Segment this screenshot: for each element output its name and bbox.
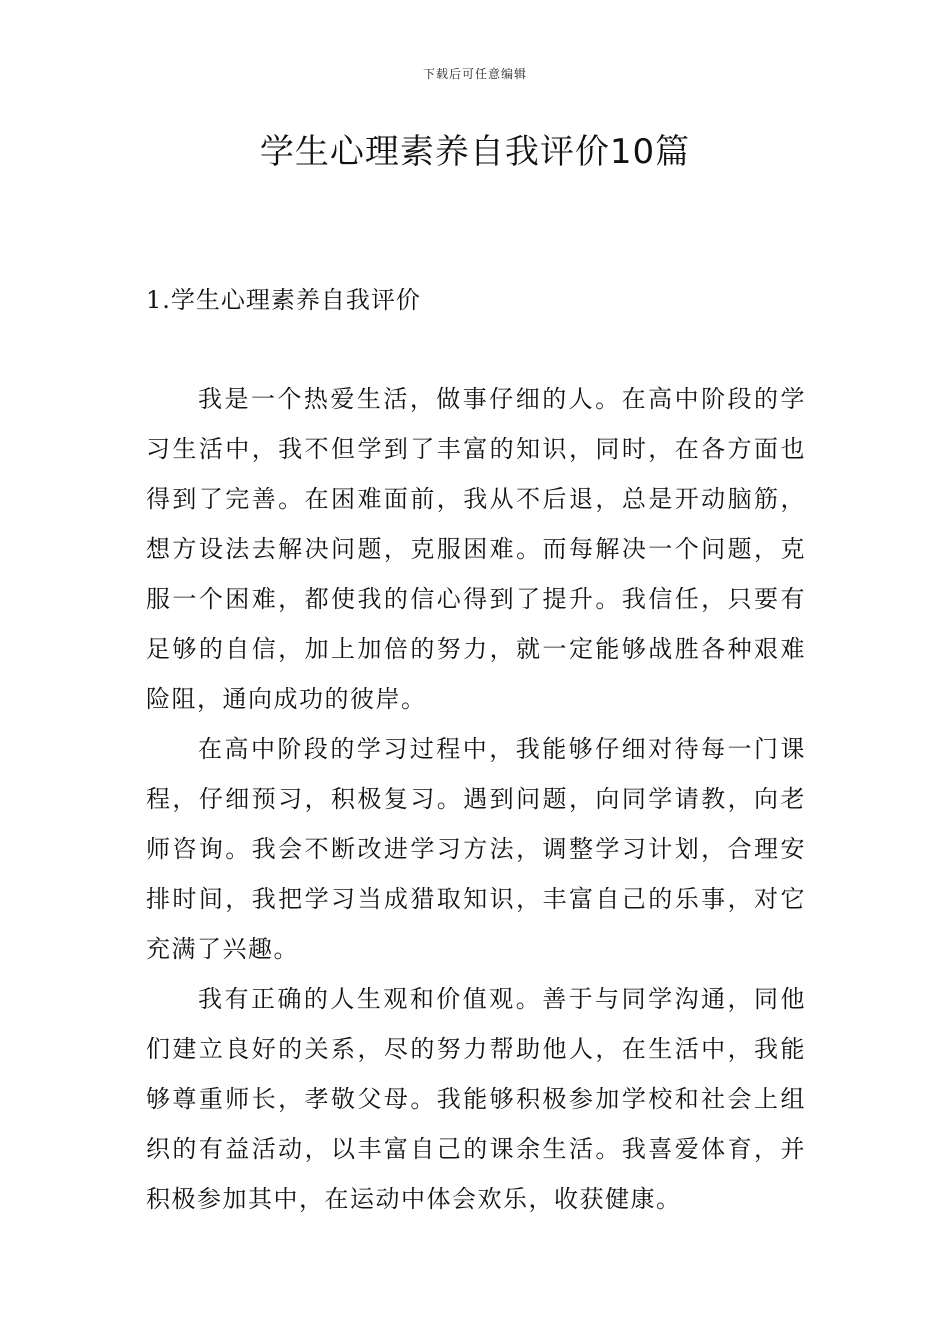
document-title: 学生心理素养自我评价10篇	[259, 132, 691, 172]
body-text	[146, 374, 806, 1224]
section-heading: 1.学生心理素养自我评价	[146, 286, 421, 314]
paragraph-3: 我有正确的人生观和价值观。善于与同学沟通，同他们建立良好的关系，尽的努力帮助他人，在生活中，我能够尊重师长，孝敬父母。我能够积极参加学校和社会上组织的有益活动，以丰富自己的课余生活。我喜爱体育，并积极参加其中，在运动中体会欢乐，收获健康。	[146, 985, 806, 1213]
header-note: 下载后可任意编辑	[422, 67, 527, 81]
paragraph-2: 在高中阶段的学习过程中，我能够仔细对待每一门课程，仔细预习，积极复习。遇到问题，向同学请教，向老师咨询。我会不断改进学习方法，调整学习计划，合理安排时间，我把学习当成猎取知识，丰富自己的乐事，对它充满了兴趣。	[146, 735, 806, 963]
paragraph-1: 我是一个热爱生活，做事仔细的人。在高中阶段的学习生活中，我不但学到了丰富的知识，同时，在各方面也得到了完善。在困难面前，我从不后退，总是开动脑筋，想方设法去解决问题，克服困难。而每解决一个问题，克服一个困难，都使我的信心得到了提升。我信任，只要有足够的自信，加上加倍的努力，就一定能够战胜各种艰难险阻，通向成功的彼岸。	[146, 385, 806, 713]
